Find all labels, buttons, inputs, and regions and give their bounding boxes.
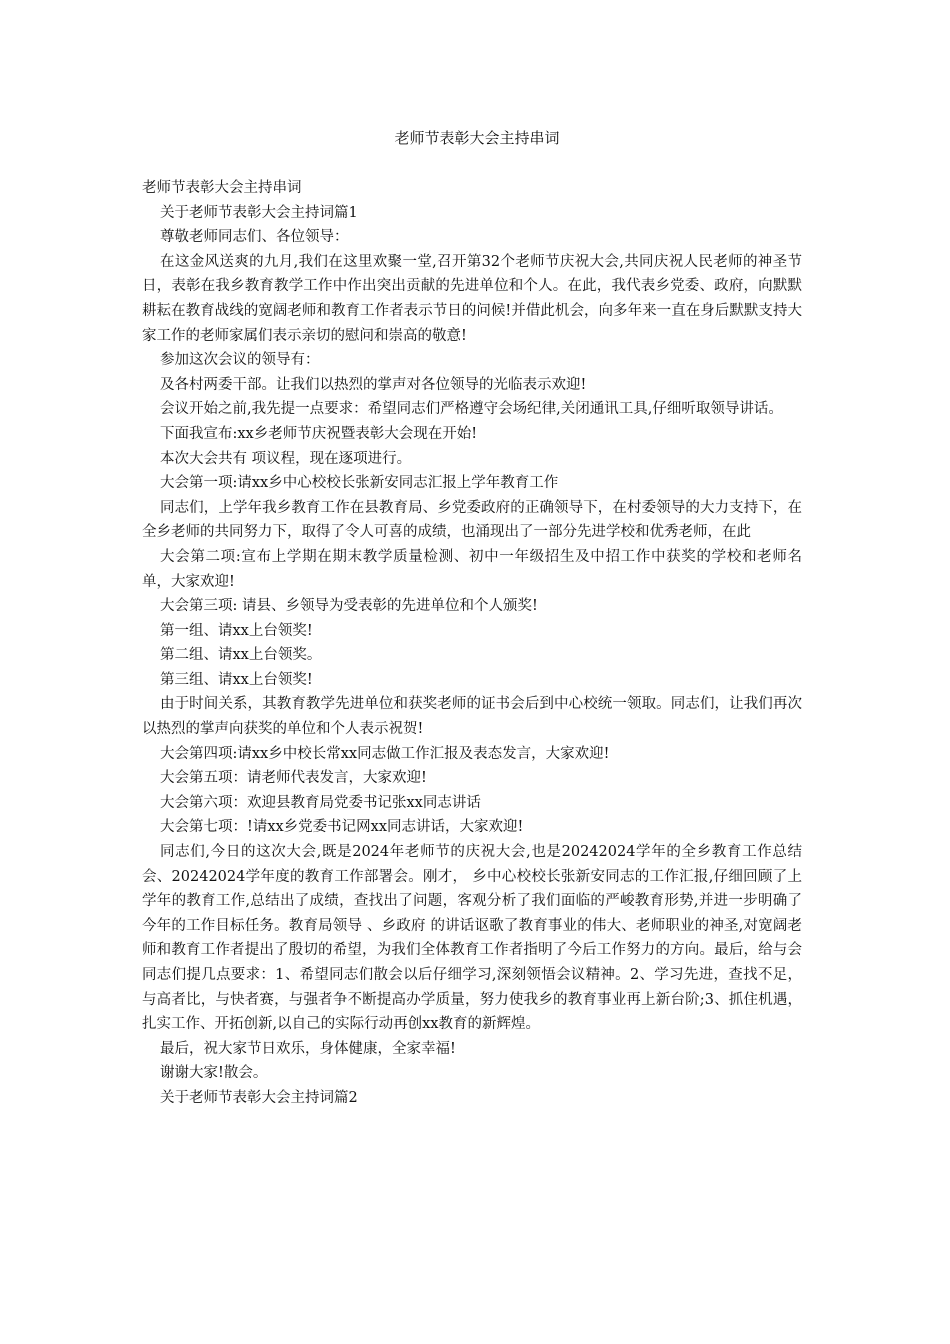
paragraph: 本次大会共有 项议程，现在逐项进行。: [160, 450, 412, 467]
paragraph: 大会第三项: 请县、乡领导为受表彰的先进单位和个人颁奖!: [160, 598, 538, 615]
paragraph: 大会第一项:请xx乡中心校校长张新安同志汇报上学年教育工作: [160, 475, 559, 492]
paragraph: 谢谢大家!散会。: [160, 1065, 268, 1082]
paragraph: 大会第六项：欢迎县教育局党委书记张xx同志讲话: [160, 794, 481, 811]
paragraph: 同志们,今日的这次大会,既是2024年老师节的庆祝大会,也是20242024学年的全乡教育工作总结会、20242024学年度的教育工作部署会。刚才， 乡中心校校长张新安同志的工作汇报,仔细回顾了上学年的教育工作,总结出了成绩，查找出了问题，客观分析了我们面临的严峻教育形势,并进一步明确了今年的工作目标任务。教育局领导 、乡政府 的讲话讴歌了教育事业的伟大、老师职业的神圣,对宽阔老师和教育工作者提出了殷切的希望，为我们全体教育工作者指明了今后工作努力的方向。最后，给与会同志们提几点要求：1、希望同志们散会以后仔细学习,深刻领悟会议精神。2、学习先进，查找不足，与高者比，与快者赛，与强者争不断提高办学质量，努力使我乡的教育事业再上新台阶;3、抓住机遇，扎实工作、开拓创新,以自己的实际行动再创xx教育的新辉煌。: [142, 844, 802, 1033]
paragraph: 关于老师节表彰大会主持词篇2: [160, 1089, 358, 1106]
paragraph: 及各村两委干部。让我们以热烈的掌声对各位领导的光临表示欢迎!: [160, 376, 587, 393]
paragraph: 大会第四项:请xx乡中校长常xx同志做工作汇报及表态发言，大家欢迎!: [160, 745, 610, 762]
paragraph: 第三组、请xx上台领奖!: [160, 671, 313, 688]
document-title: 老师节表彰大会主持串词: [394, 129, 560, 147]
paragraph: 大会第五项：请老师代表发言，大家欢迎!: [160, 770, 427, 787]
paragraph: 最后，祝大家节日欢乐，身体健康，全家幸福!: [160, 1040, 456, 1057]
paragraph: 老师节表彰大会主持串词: [142, 180, 302, 196]
paragraph: 第二组、请xx上台领奖。: [160, 647, 322, 664]
paragraph: 由于时间关系，其教育教学先进单位和获奖老师的证书会后到中心校统一领取。同志们，让我们再次以热烈的掌声向获奖的单位和个人表示祝贺!: [142, 696, 802, 738]
paragraph: 尊敬老师同志们、各位领导：: [160, 229, 349, 246]
paragraph: 第一组、请xx上台领奖!: [160, 622, 313, 639]
paragraph: 大会第二项:宣布上学期在期末教学质量检测、初中一年级招生及中招工作中获奖的学校和老师名单，大家欢迎!: [142, 548, 802, 590]
paragraph: 参加这次会议的领导有：: [160, 352, 320, 369]
paragraph: 大会第七项：!请xx乡党委书记网xx同志讲话，大家欢迎!: [160, 819, 524, 836]
paragraph: 下面我宣布:xx乡老师节庆祝暨表彰大会现在开始!: [160, 425, 478, 442]
paragraph: 会议开始之前,我先提一点要求：希望同志们严格遵守会场纪律,关闭通讯工具,仔细听取领导讲话。: [160, 401, 783, 418]
paragraph: 同志们，上学年我乡教育工作在县教育局、乡党委政府的正确领导下，在村委领导的大力支持下，在全乡老师的共同努力下，取得了令人可喜的成绩，也涌现出了一部分先进学校和优秀老师，在此: [142, 499, 802, 541]
document-body: [142, 176, 802, 1111]
paragraph: 在这金风送爽的九月,我们在这里欢聚一堂,召开第32个老师节庆祝大会,共同庆祝人民老师的神圣节日，表彰在我乡教育教学工作中作出突出贡献的先进单位和个人。在此，我代表乡党委、政府，向默默耕耘在教育战线的宽阔老师和教育工作者表示节日的问候!并借此机会，向多年来一直在身后默默支持大家工作的老师家属们表示亲切的慰问和崇高的敬意!: [142, 253, 802, 344]
paragraph: 关于老师节表彰大会主持词篇1: [160, 204, 358, 221]
